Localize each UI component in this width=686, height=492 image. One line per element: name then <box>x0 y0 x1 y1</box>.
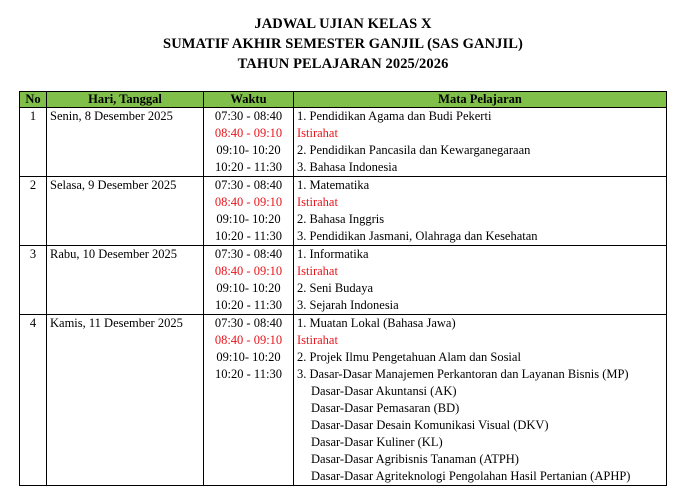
subject-text: Istirahat <box>297 264 338 278</box>
cell-no <box>20 451 47 468</box>
table-row <box>20 177 667 195</box>
subject-text: 2. Projek Ilmu Pengetahuan Alam dan Sosial <box>297 350 521 364</box>
cell-day-date: Kamis, 11 Desember 2025 <box>47 315 204 333</box>
cell-day-date <box>47 125 204 142</box>
cell-no: 4 <box>20 315 47 333</box>
cell-day-date <box>47 194 204 211</box>
cell-time: 07:30 - 08:40 <box>204 246 294 264</box>
cell-time: 10:20 - 11:30 <box>204 366 294 383</box>
cell-time: 08:40 - 09:10 <box>204 194 294 211</box>
cell-time: 09:10- 10:20 <box>204 349 294 366</box>
table-row <box>20 159 667 177</box>
column-header-no: No <box>20 92 47 108</box>
cell-no <box>20 349 47 366</box>
cell-time: 08:40 - 09:10 <box>204 125 294 142</box>
cell-day-date <box>47 451 204 468</box>
cell-subject <box>294 159 667 177</box>
title-line-2: SUMATIF AKHIR SEMESTER GANJIL (SAS GANJIL) <box>163 36 523 52</box>
subject-text: Dasar-Dasar Agribisnis Tanaman (ATPH) <box>311 452 519 466</box>
cell-time: 09:10- 10:20 <box>204 142 294 159</box>
cell-no <box>20 468 47 486</box>
cell-day-date <box>47 263 204 280</box>
table-row <box>20 228 667 246</box>
table-row <box>20 142 667 159</box>
column-header-time: Waktu <box>204 92 294 108</box>
cell-day-date <box>47 159 204 177</box>
cell-time <box>204 451 294 468</box>
subject-text: 1. Matematika <box>297 178 370 192</box>
cell-time: 09:10- 10:20 <box>204 211 294 228</box>
subject-text: 3. Sejarah Indonesia <box>297 298 399 312</box>
cell-time: 09:10- 10:20 <box>204 280 294 297</box>
cell-day-date <box>47 332 204 349</box>
cell-subject <box>294 451 667 468</box>
title-line-3: TAHUN PELAJARAN 2025/2026 <box>237 56 449 72</box>
column-header-subject: Mata Pelajaran <box>294 92 667 108</box>
table-row <box>20 417 667 434</box>
cell-no <box>20 383 47 400</box>
cell-day-date <box>47 349 204 366</box>
table-row <box>20 315 667 333</box>
subject-text: Dasar-Dasar Pemasaran (BD) <box>311 401 460 415</box>
document-title-block <box>0 14 686 74</box>
table-row <box>20 263 667 280</box>
table-row <box>20 194 667 211</box>
cell-subject <box>294 383 667 400</box>
subject-text: 2. Seni Budaya <box>297 281 374 295</box>
cell-no <box>20 297 47 315</box>
cell-no: 3 <box>20 246 47 264</box>
cell-subject <box>294 468 667 486</box>
subject-text: Istirahat <box>297 195 338 209</box>
cell-time: 07:30 - 08:40 <box>204 177 294 195</box>
cell-day-date <box>47 383 204 400</box>
exam-schedule-table <box>19 91 667 486</box>
cell-subject <box>294 177 667 195</box>
cell-subject <box>294 417 667 434</box>
cell-subject <box>294 142 667 159</box>
cell-no <box>20 280 47 297</box>
cell-subject <box>294 297 667 315</box>
cell-break <box>294 125 667 142</box>
subject-text: 1. Pendidikan Agama dan Budi Pekerti <box>297 109 492 123</box>
subject-text: Dasar-Dasar Desain Komunikasi Visual (DKV) <box>311 418 549 432</box>
table-row <box>20 297 667 315</box>
cell-no: 1 <box>20 108 47 126</box>
table-row <box>20 349 667 366</box>
cell-no: 2 <box>20 177 47 195</box>
cell-day-date <box>47 468 204 486</box>
cell-no <box>20 263 47 280</box>
cell-time: 08:40 - 09:10 <box>204 263 294 280</box>
column-header-day: Hari, Tanggal <box>47 92 204 108</box>
cell-no <box>20 125 47 142</box>
cell-no <box>20 366 47 383</box>
cell-subject <box>294 280 667 297</box>
cell-day-date: Selasa, 9 Desember 2025 <box>47 177 204 195</box>
cell-break <box>294 194 667 211</box>
subject-text: 3. Pendidikan Jasmani, Olahraga dan Kesehatan <box>297 229 538 243</box>
subject-text: 2. Pendidikan Pancasila dan Kewarganegaraan <box>297 143 531 157</box>
cell-day-date <box>47 417 204 434</box>
title-line-1: JADWAL UJIAN KELAS X <box>254 16 432 32</box>
cell-subject <box>294 211 667 228</box>
cell-no <box>20 417 47 434</box>
cell-no <box>20 211 47 228</box>
cell-day-date <box>47 211 204 228</box>
cell-time <box>204 468 294 486</box>
cell-day-date <box>47 297 204 315</box>
subject-text: 1. Muatan Lokal (Bahasa Jawa) <box>297 316 456 330</box>
table-row <box>20 211 667 228</box>
cell-subject <box>294 349 667 366</box>
cell-no <box>20 332 47 349</box>
cell-time: 10:20 - 11:30 <box>204 297 294 315</box>
cell-time <box>204 417 294 434</box>
cell-no <box>20 159 47 177</box>
cell-no <box>20 228 47 246</box>
cell-day-date <box>47 142 204 159</box>
cell-subject <box>294 366 667 383</box>
table-row <box>20 383 667 400</box>
cell-day-date <box>47 434 204 451</box>
subject-text: Dasar-Dasar Agriteknologi Pengolahan Hasil Pertanian (APHP) <box>311 469 631 483</box>
subject-text: Dasar-Dasar Kuliner (KL) <box>311 435 443 449</box>
cell-break <box>294 263 667 280</box>
table-row <box>20 468 667 486</box>
cell-time <box>204 383 294 400</box>
subject-text: 1. Informatika <box>297 247 369 261</box>
cell-time <box>204 400 294 417</box>
subject-text: Istirahat <box>297 333 338 347</box>
table-row <box>20 434 667 451</box>
cell-no <box>20 400 47 417</box>
cell-no <box>20 434 47 451</box>
table-row <box>20 400 667 417</box>
cell-day-date <box>47 366 204 383</box>
cell-day-date <box>47 228 204 246</box>
subject-text: 3. Bahasa Indonesia <box>297 160 398 174</box>
cell-subject <box>294 228 667 246</box>
subject-text: Dasar-Dasar Akuntansi (AK) <box>311 384 457 398</box>
cell-no <box>20 194 47 211</box>
table-row <box>20 451 667 468</box>
cell-day-date <box>47 400 204 417</box>
cell-subject <box>294 315 667 333</box>
cell-time <box>204 434 294 451</box>
subject-text: 2. Bahasa Inggris <box>297 212 385 226</box>
cell-time: 07:30 - 08:40 <box>204 108 294 126</box>
table-row <box>20 125 667 142</box>
cell-subject <box>294 246 667 264</box>
cell-day-date <box>47 280 204 297</box>
cell-day-date: Senin, 8 Desember 2025 <box>47 108 204 126</box>
cell-no <box>20 142 47 159</box>
cell-subject <box>294 108 667 126</box>
table-row <box>20 108 667 126</box>
cell-time: 07:30 - 08:40 <box>204 315 294 333</box>
table-header-row <box>20 92 667 108</box>
cell-day-date: Rabu, 10 Desember 2025 <box>47 246 204 264</box>
cell-subject <box>294 400 667 417</box>
table-row <box>20 280 667 297</box>
cell-subject <box>294 434 667 451</box>
cell-time: 10:20 - 11:30 <box>204 228 294 246</box>
cell-break <box>294 332 667 349</box>
subject-text: Istirahat <box>297 126 338 140</box>
table-row <box>20 332 667 349</box>
cell-time: 10:20 - 11:30 <box>204 159 294 177</box>
subject-text: 3. Dasar-Dasar Manajemen Perkantoran dan Layanan Bisnis (MP) <box>297 367 629 381</box>
table-row <box>20 366 667 383</box>
table-row <box>20 246 667 264</box>
cell-time: 08:40 - 09:10 <box>204 332 294 349</box>
